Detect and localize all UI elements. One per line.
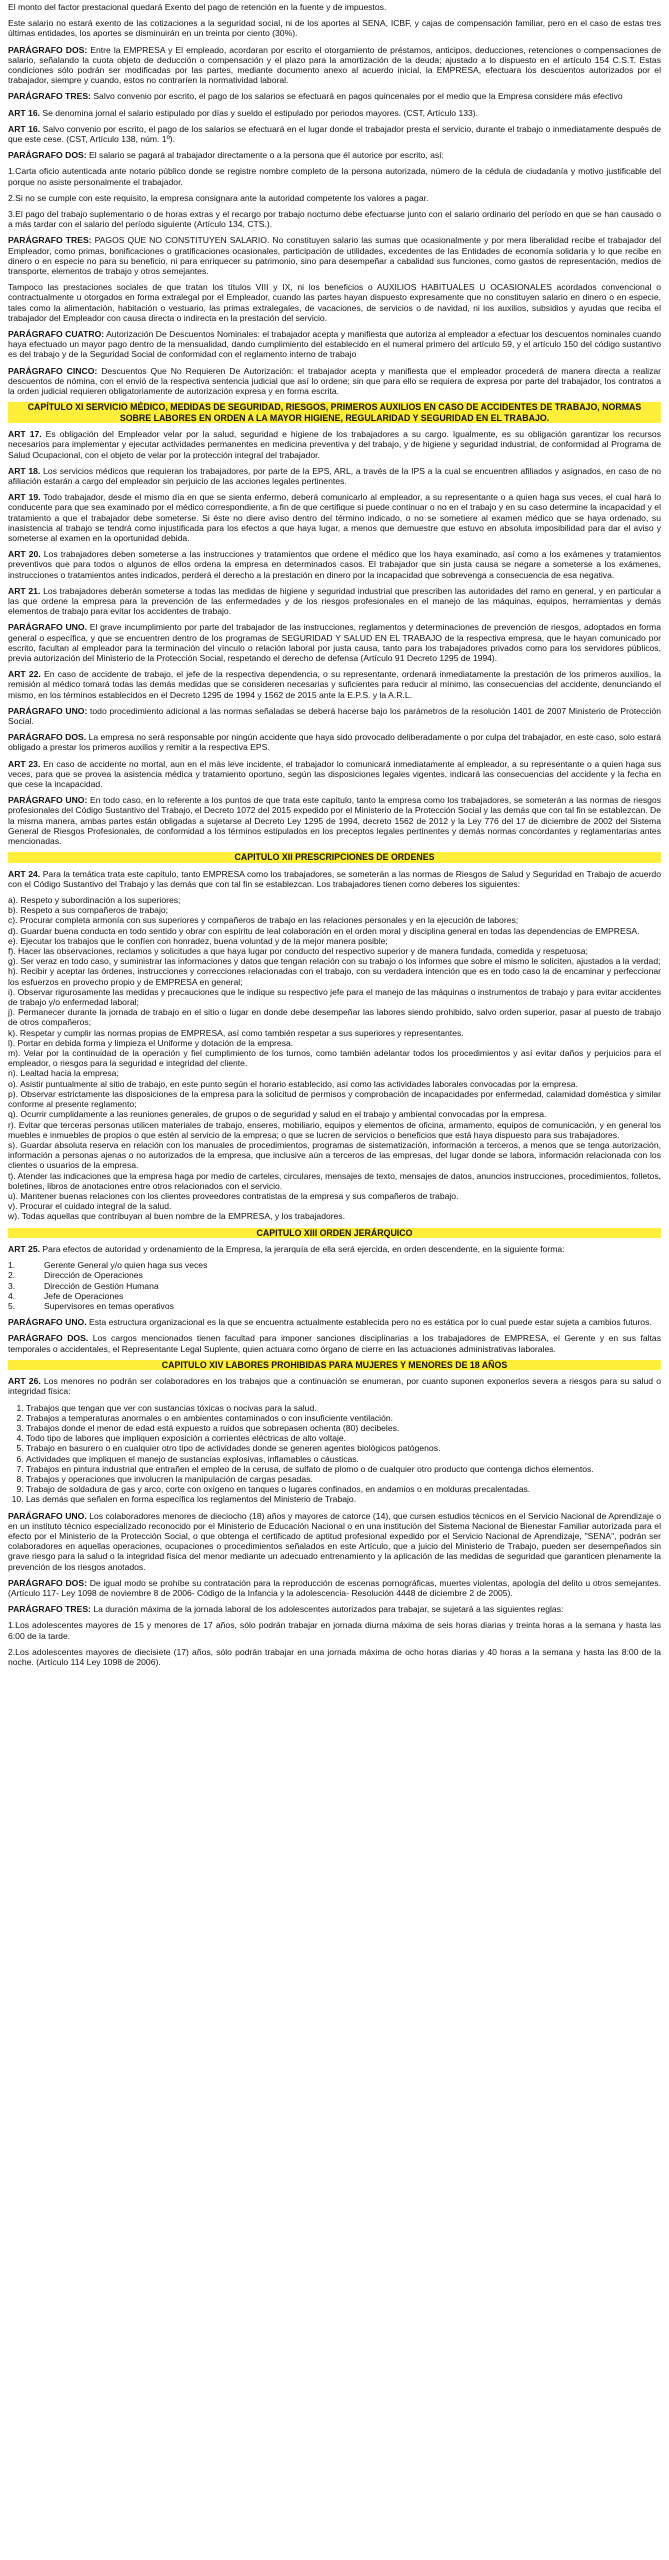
prohibited-list bbox=[8, 1403, 661, 1505]
paragraph-label: PARÁGRAFO DOS. bbox=[8, 1333, 89, 1344]
paragraph-text: Los cargos mencionados tienen facultad para imponer sanciones disciplinarias a los trabajadores de EMPRESA, el Gerente y en sus faltas temporales o accidentales, el Representante Legal Suplente, quien actuara como órgano de cierre en las actuaciones administrativas laborales. bbox=[8, 1333, 662, 1354]
paragraph bbox=[8, 1511, 661, 1572]
paragraph-text: Este salario no estará exento de las cotizaciones a la seguridad social, ni de los aportes al SENA, ICBF, y cajas de compensación familiar, pero en el caso de estas tres últimas entidades, los aportes se disminuirán en un treinta por ciento (30%). bbox=[8, 18, 661, 39]
paragraph-text: La duración máxima de la jornada laboral de los adolescentes autorizados para trabajar, se sujetará a las siguientes reglas: bbox=[93, 1604, 564, 1615]
hierarchy-row bbox=[8, 1301, 207, 1311]
hierarchy-role: Dirección de Gestión Humana bbox=[44, 1280, 159, 1291]
paragraph bbox=[8, 282, 661, 323]
paragraph-label: ART 22. bbox=[8, 669, 41, 680]
paragraph bbox=[8, 1333, 661, 1353]
paragraph-text: Salvo convenio por escrito, el pago de los salarios se efectuará en pagos quincenales por el medio que la Empresa considere más efectivo bbox=[93, 91, 623, 102]
paragraph bbox=[8, 669, 661, 700]
paragraph-label: PARÁGRAFO DOS: bbox=[8, 150, 87, 161]
paragraph-label: ART 17. bbox=[8, 429, 42, 440]
hierarchy-row bbox=[8, 1260, 207, 1270]
paragraph bbox=[8, 150, 661, 160]
paragraph bbox=[8, 108, 661, 118]
list-item: i). Observar rigurosamente las medidas y precauciones que le indique su respectivo jefe para el manejo de las máquinas o instrumentos de trabajo y para evitar accidentes de trabajo y/o enfermedad laboral; bbox=[8, 986, 661, 1008]
paragraph-text: Esta estructura organizacional es la que se encuentra actualmente establecida pero no es estática por lo cual puede estar sujeta a cambios futuros. bbox=[89, 1317, 652, 1328]
paragraph bbox=[8, 586, 661, 617]
list-item: 1. Trabajos que tengan que ver con sustancias tóxicas o nocivas para la salud. bbox=[26, 1403, 661, 1413]
list-item: f). Hacer las observaciones, reclamos y solicitudes a que haya lugar por conducto del respectivo superior y de manera fundada, comedida y respetuosa; bbox=[8, 946, 588, 957]
list-item: h). Recibir y aceptar las órdenes, instrucciones y correcciones relacionadas con el trabajo, con su verdadera intención que es en todo caso la de encaminar y perfeccionar los esfuerzos en provecho propio y de EMPRESA en general; bbox=[8, 966, 661, 987]
paragraph-text: Se denomina jornal el salario estipulado por días y sueldo el estipulado por periodos mayores. (CST, Artículo 133). bbox=[42, 107, 479, 118]
paragraph bbox=[8, 209, 661, 229]
paragraph-text: En caso de accidente no mortal, aun en el más leve incidente, el trabajador lo comunicará inmediatamente al empleador, a su representante o a quien haga sus veces, para que se provea la asistencia médica y tratamiento oportuno, según las disposiciones legales vigentes, indicará las consecuencias del accidente y la fecha en que cese la incapacidad. bbox=[8, 758, 661, 789]
paragraph-text: 2.Si no se cumple con este requisito, la empresa consignara ante la autoridad competente los valores a pagar. bbox=[8, 192, 429, 203]
list-item: g). Ser veraz en todo caso, y suministrar las informaciones y datos que tengan relación con su trabajo o los informes que sobre el mismo le soliciten, ajustados a la verdad; bbox=[8, 956, 661, 967]
paragraph bbox=[8, 18, 661, 38]
paragraph-label: PARÁGRAFO DOS: bbox=[8, 1577, 87, 1588]
list-item: o). Asistir puntualmente al sitio de trabajo, en este punto según el horario establecido, así como las actividades laborales convocadas por la empresa. bbox=[8, 1078, 578, 1089]
paragraph-label: PARÁGRAFO TRES: bbox=[8, 1604, 91, 1615]
paragraph bbox=[8, 492, 661, 543]
hierarchy-number: 4. bbox=[8, 1290, 16, 1301]
paragraph-label: PARÁGRAFO DOS: bbox=[8, 44, 88, 55]
paragraph-text: Descuentos Que No Requieren De Autorización: el trabajador acepta y manifiesta que el empleador procederá de manera directa a realizar descuentos de nómina, con el envió de la respectiva sentencia judicial que así lo ordene; sin que para ello se requiera de expresa por parte del trabajador, los contratos a la orden judicial requieren obligatoriamente de autorización expresa y en forma escrita. bbox=[8, 365, 662, 397]
list-item: 8. Trabajos y operaciones que involucren la manipulación de cargas pesadas. bbox=[26, 1474, 661, 1484]
paragraph-label: PARÁGRAFO UNO: bbox=[8, 795, 88, 806]
chapter-heading: CAPITULO XII PRESCRIPCIONES DE ORDENES bbox=[8, 852, 661, 862]
paragraph bbox=[8, 549, 661, 580]
paragraph bbox=[8, 1317, 661, 1327]
paragraph bbox=[8, 869, 661, 889]
list-item: r). Evitar que terceras personas utilicen materiales de trabajo, enseres, mobiliario, equipos y elementos de oficina, armamento, equipos de comunicación, y en general los muebles e inmuebles de propios o que estén al servicio de la empresa; o que se lucren de servicios o beneficios que está haya dispuesto para sus trabajadores. bbox=[8, 1119, 661, 1140]
paragraph-text: La empresa no será responsable por ningún accidente que haya sido provocado deliberadamente o por culpa del trabajador, en este caso, solo estará obligado a prestar los primeros auxilios y remitir a la respectiva EPS. bbox=[8, 732, 662, 753]
list-item: d). Guardar buena conducta en todo sentido y obrar con espíritu de leal colaboración en el orden moral y disciplina general en todas las dependencias de EMPRESA. bbox=[8, 925, 640, 936]
paragraph-label: PARÁGRAFO CINCO: bbox=[8, 365, 98, 376]
list-item: c). Procurar completa armonía con sus superiores y compañeros de trabajo en las relaciones personales y en la ejecución de labores; bbox=[8, 915, 519, 926]
chapter-heading: CAPÍTULO XI SERVICIO MÉDICO, MEDIDAS DE SEGURIDAD, RIESGOS, PRIMEROS AUXILIOS EN CASO DE ACCIDENTES DE TRABAJO, NORMAS SOBRE LABORES EN ORDEN A LA MAYOR HIGIENE, REGULARIDAD Y SEGURIDAD EN EL TRABAJO. bbox=[8, 402, 661, 423]
paragraph bbox=[8, 193, 661, 203]
paragraph-label: ART 20. bbox=[8, 549, 41, 560]
hierarchy-role: Dirección de Operaciones bbox=[44, 1270, 143, 1281]
chapter-heading: CAPITULO XIII ORDEN JERÁRQUICO bbox=[8, 1228, 661, 1238]
list-item: 4. Todo tipo de labores que impliquen exposición a corrientes eléctricas de alto voltaje. bbox=[26, 1433, 661, 1443]
paragraph-text: Es obligación del Empleador velar por la salud, seguridad e higiene de los trabajadores a su cargo. Igualmente, es su obligación garantizar los recursos necesarios para implementar y ejecutar actividades permanentes en medicina preventiva y del trabajo, y de higiene y seguridad industrial, de conformidad al Programa de Salud Ocupacional, con el objeto de velar por la protección integral del trabajador. bbox=[8, 429, 661, 460]
hierarchy-role: Gerente General y/o quien haga sus veces bbox=[44, 1260, 208, 1271]
paragraph bbox=[8, 1244, 661, 1254]
list-item: b). Respeto a sus compañeros de trabajo; bbox=[8, 905, 169, 916]
paragraph-text: Los menores no podrán ser colaboradores en los trabajos que a continuación se enumeran, por cuanto suponen exponerlos severa a riesgos para su salud o integridad física: bbox=[8, 1376, 661, 1397]
list-item: p). Observar estrictamente las disposiciones de la empresa para la solicitud de permisos y comprobación de incapacidades por enfermedad, calamidad doméstica y similar conforme al presente reglamento; bbox=[8, 1088, 661, 1110]
paragraph-label: PARÁGRAFO UNO. bbox=[8, 1510, 87, 1521]
paragraph bbox=[8, 2, 661, 12]
list-item: 6. Actividades que impliquen el manejo de sustancias explosivas, inflamables o cáusticas. bbox=[26, 1454, 661, 1464]
paragraph-label: ART 18. bbox=[8, 465, 41, 476]
paragraph bbox=[8, 706, 661, 726]
paragraph bbox=[8, 45, 661, 86]
hierarchy-role: Jefe de Operaciones bbox=[44, 1290, 124, 1301]
paragraph-text: Todo trabajador, desde el mismo día en que se sienta enfermo, deberá comunicarlo al empleador, a su representante o a quien haga sus veces, el cual hará lo conducente para que sea examinado por el médico correspondiente, a fin de que certifique si puede continuar o no en el trabajo y en su caso determine la incapacidad y el tratamiento a que el trabajador debe someterse. Si éste no diere aviso dentro del término indicado, o no se sometiere al examen médico que se haya ordenado, su inasistencia al trabajo se tendrá como injustificada para los efectos a que haya lugar, a menos que demuestre que estuvo en absoluta imposibilidad para dar el aviso y someterse al examen en la oportunidad debida. bbox=[8, 492, 661, 543]
hierarchy-row bbox=[8, 1270, 207, 1280]
paragraph-text: todo procedimiento adicional a las normas señaladas se deberá hacerse bajo los parámetros de la resolución 1401 de 2007 Ministerio de Protección Social. bbox=[8, 705, 662, 726]
paragraph-text: Para efectos de autoridad y ordenamiento de la Empresa, la jerarquía de ella será ejercida, en orden descendente, en la siguiente forma: bbox=[42, 1243, 565, 1254]
paragraph-label: ART 16. bbox=[8, 107, 40, 118]
list-item: 10. Las demás que señalen en forma específica los reglamentos del Ministerio de Trabajo. bbox=[26, 1494, 661, 1504]
paragraph bbox=[8, 366, 661, 397]
paragraph bbox=[8, 622, 661, 663]
paragraph bbox=[8, 329, 661, 360]
list-item: 7. Trabajos en pintura industrial que entrañen el empleo de la cerusa, de sulfato de plomo o de cualquier otro producto que contenga dichos elementos. bbox=[26, 1464, 661, 1474]
paragraph-label: PARÁGRAFO UNO. bbox=[8, 622, 87, 633]
paragraph-label: PARÁGRAFO UNO: bbox=[8, 705, 88, 716]
paragraph bbox=[8, 429, 661, 460]
paragraph-text: Los colaboradores menores de dieciocho (18) años y mayores de catorce (14), que cursen estudios técnicos en el Servicio Nacional de Aprendizaje o en un instituto técnico especializado reconocido por el Ministerio de Educación Nacional o en una institución del Sistema Nacional de Bienestar Familiar autorizada para el efecto por el Ministerio de la Protección Social, o que obtenga el certificado de aptitud profesional expedido por el Servicio Nacional de Aprendizaje, "SENA", podrán ser colaboradores en aquellas operaciones, ocupaciones o procedimientos señalados en este Artículo, que a juicio del Ministerio de Trabajo, pueden ser desempeñados sin grave riesgo para la salud o la integridad física del menor mediante un adecuado entrenamiento y la aplicación de las medidas de seguridad que garanticen plenamente la prevención de los riesgos anotados. bbox=[8, 1510, 661, 1572]
paragraph-text: PAGOS QUE NO CONSTITUYEN SALARIO. No constituyen salario las sumas que ocasionalmente y por mera liberalidad recibe el trabajador del Empleador, como primas, bonificaciones o gratificaciones ocasionales, participación de utilidades, excedentes de las Entidades de economía solidaria y lo que recibe en dinero o en especie no para su beneficio, ni para enriquecer su patrimonio, sino para desempeñar a cabalidad sus funciones, como gastos de representación, medios de transporte, elementos de trabajo y otros semejantes. bbox=[8, 235, 661, 277]
paragraph-text: Salvo convenio por escrito, el pago de los salarios se efectuará en el lugar donde el trabajador presta el servicio, durante el trabajo o inmediatamente después de que este cese. (CST, Artículo 138, núm. 1º). bbox=[8, 123, 662, 145]
hierarchy-number: 1. bbox=[8, 1260, 16, 1271]
paragraph bbox=[8, 466, 661, 486]
hierarchy-role: Supervisores en temas operativos bbox=[44, 1300, 174, 1311]
paragraph-label: PARÁGRAFO TRES: bbox=[8, 235, 92, 246]
paragraph-text: Tampoco las prestaciones sociales de que tratan los títulos VIII y IX, ni los beneficios o AUXILIOS HABITUALES U OCASIONALES acordados convencional o contractualmente u otorgados en forma extralegal por el Empleador, cuando las partes hayan dispuesto expresamente que no constituyen salario en dinero o en especie, tales como la alimentación, habitación o vestuario, las primas extralegales, de vacaciones, de servicios o de navidad, ni los auxilios, subsidios y ayudas que reciba el trabajador del Empleador con causa directa o indirecta en la prestación del servicio. bbox=[8, 282, 661, 323]
hierarchy-table bbox=[8, 1260, 207, 1311]
paragraph-text: El monto del factor prestacional quedará Exento del pago de retención en la fuente y de impuestos. bbox=[8, 2, 387, 12]
paragraph-label: PARÁGRAFO TRES: bbox=[8, 91, 91, 102]
paragraph-text: En todo caso, en lo referente a los puntos de que trata este capítulo, tanto la empresa como los trabajadores, se someterán a las normas de riesgos profesionales del Código Sustantivo del Trabajo, el Decreto 1072 del 2015 expedido por el Ministerio de la Protección Social y las demás que con tal fin se establezcan. De la misma manera, ambas partes están obligadas a sujetarse al Decreto Ley 1295 de 1994, decreto 1562 de 2012 y la Ley 776 del 17 de diciembre de 2002 del Sistema General de Riesgos Profesionales, de conformidad a los términos estipulados en los preceptos legales pertinentes y demás normas concordantes y reglamentarias antes mencionadas. bbox=[8, 795, 662, 847]
paragraph bbox=[8, 235, 661, 276]
paragraph-label: ART 23. bbox=[8, 758, 41, 769]
list-item: 9. Trabajo de soldadura de gas y arco, corte con oxígeno en tanques o lugares confinados, en andamios o en molduras precalentadas. bbox=[26, 1484, 661, 1494]
list-item: 5. Trabajo en basurero o en cualquier otro tipo de actividades donde se generen agentes biológicos patógenos. bbox=[26, 1443, 661, 1453]
paragraph-text: 2.Los adolescentes mayores de diecisiete (17) años, sólo podrán trabajar en una jornada máxima de ocho horas diarias y 40 horas a la semana y hasta las 8:00 de la noche. (Artículo 114 Ley 1098 de 2006). bbox=[8, 1646, 661, 1668]
list-item: t). Atender las indicaciones que la empresa haga por medio de carteles, circulares, mensajes de texto, mensajes de datos, anuncios instrucciones, procedimientos, folletos, boletines, libros de anotaciones entre otros relacionados con el servicio. bbox=[8, 1170, 661, 1191]
list-item: k). Respetar y cumplir las normas propias de EMPRESA, así como también respetar a sus superiores y representantes. bbox=[8, 1027, 464, 1038]
chapter-heading: CAPITULO XIV LABORES PROHIBIDAS PARA MUJERES Y MENORES DE 18 AÑOS bbox=[8, 1360, 661, 1370]
paragraph-label: ART 26. bbox=[8, 1376, 41, 1387]
paragraph-label: PARÁGRAFO UNO. bbox=[8, 1317, 87, 1328]
paragraph bbox=[8, 732, 661, 752]
paragraph-text: Los trabajadores deberán someterse a todas las medidas de higiene y seguridad industrial que prescriben las autoridades del ramo en general, y en particular a las que ordene la empresa para la prevención de las enfermedades y de los riesgos profesionales en el manejo de las máquinas, equipos, herramientas y demás elementos de trabajo para evitar los accidentes de trabajo. bbox=[8, 585, 661, 617]
list-item: u). Mantener buenas relaciones con los clientes proveedores contratistas de la empresa y sus compañeros de trabajo. bbox=[8, 1190, 459, 1201]
hierarchy-number: 5. bbox=[8, 1300, 16, 1311]
paragraph-text: 1.Los adolescentes mayores de 15 y menores de 17 años, sólo podrán trabajar en jornada diurna máxima de seis horas diarias y treinta horas a la semana y hasta las 6:00 de la tarde. bbox=[8, 1620, 661, 1641]
list-item: w). Todas aquellas que contribuyan al buen nombre de la EMPRESA, y los trabajadores. bbox=[8, 1211, 346, 1222]
paragraph bbox=[8, 759, 661, 790]
paragraph-label: ART 24. bbox=[8, 868, 41, 879]
paragraph bbox=[8, 166, 661, 186]
paragraph-text: Entre la EMPRESA y El empleado, acordaran por escrito el otorgamiento de préstamos, anticipos, deducciones, retenciones o compensaciones de salario, señalando la cuota objeto de deducción o compensación y el plazo para la amortización de la deuda; ajustado a lo dispuesto en el artículo 154 C.S.T. Estas condiciones sólo podrán ser modificadas por las partes, mediante documento anexo al acuerdo inicial, la EMPRESA, efectuara los descuentos autorizados por el trabajador, siempre y cuando, estos no contraríen la normatividad laboral. bbox=[8, 44, 661, 86]
list-item: n). Lealtad hacia la empresa; bbox=[8, 1068, 119, 1079]
paragraph-label: ART 21. bbox=[8, 585, 41, 596]
paragraph-label: ART 19. bbox=[8, 492, 41, 503]
paragraph bbox=[8, 1647, 661, 1667]
list-item: 3. Trabajos donde el menor de edad está expuesto a ruidos que sobrepasen ochenta (80) decibeles. bbox=[26, 1423, 661, 1433]
paragraph-text: 3.El pago del trabajo suplementario o de horas extras y el recargo por trabajo nocturno debe efectuarse junto con el salario ordinario del período en que se han causado o a más tardar con el salario del período siguiente (Artículo 134, CTS.). bbox=[8, 209, 661, 230]
paragraph bbox=[8, 1604, 661, 1614]
hierarchy-number: 3. bbox=[8, 1280, 16, 1291]
paragraph bbox=[8, 91, 661, 101]
list-item: j). Permanecer durante la jornada de trabajo en el sitio o lugar en donde debe desempeñar las labores siendo prohibido, salvo orden superior, pasar al puesto de trabajo de otros compañeros; bbox=[8, 1007, 661, 1028]
paragraph bbox=[8, 1578, 661, 1598]
paragraph-text: El grave incumplimiento por parte del trabajador de las instrucciones, reglamentos y determinaciones de prevención de riesgos, adoptados en forma general o específica, y que se encuentren dentro de los programas de SEGURIDAD Y SALUD EN EL TRABAJO de la respectiva empresa, que le hayan comunicado por escrito, facultan al empleador para la terminación del vínculo o relación laboral por justa causa, tanto para los trabajadores privados como para los servidores públicos, previa autorización del Ministerio de la Protección Social, respetando el derecho de defensa (Artículo 91 Decreto 1295 de 1994). bbox=[8, 622, 661, 663]
paragraph-text: El salario se pagará al trabajador directamente o a la persona que él autorice por escrito, así: bbox=[89, 150, 444, 161]
paragraph-text: En caso de accidente de trabajo, el jefe de la respectiva dependencia, o su representante, ordenará inmediatamente la prestación de los primeros auxilios, la remisión al médico tomará todas las demás medidas que se consideren necesarias y suficientes para reducir al mínimo, las consecuencias del accidente, denunciando el mismo, en los términos establecidos en el Decreto 1295 de 1994 y 1562 de 2015 ante la E.P.S. y la A.R.L. bbox=[8, 669, 661, 700]
paragraph bbox=[8, 1376, 661, 1396]
hierarchy-row bbox=[8, 1291, 207, 1301]
paragraph bbox=[8, 1620, 661, 1640]
paragraph-label: PARÁGRAFO DOS. bbox=[8, 732, 87, 743]
paragraph-label: ART 16. bbox=[8, 123, 41, 134]
paragraph-text: Para la temática trata este capítulo, tanto EMPRESA como los trabajadores, se someterán a las normas de Riesgos de Salud y Seguridad en Trabajo de acuerdo con el Código Sustantivo del Trabajo y las demás que con tal fin se establezcan. Los trabajadores tienen como deberes los siguientes: bbox=[8, 868, 661, 889]
list-item: m). Velar por la continuidad de la operación y fiel cumplimiento de los turnos, como también adelantar todos los procedimientos y así evitar daños y perjuicios para el empleador, o riesgos para la seguridad e integridad del cliente. bbox=[8, 1048, 661, 1069]
paragraph-text: Los servicios médicos que requieran los trabajadores, por parte de la EPS, ARL, a través de la IPS a la cual se encuentren afiliados y asignados, en caso de no afiliación estarán a cargo del empleador sin perjuicio de las acciones legales pertinentes. bbox=[8, 465, 662, 486]
list-item: q). Ocurrir cumplidamente a las reuniones generales, de grupos o de seguridad y salud en el trabajo y ambiental convocadas por la empresa. bbox=[8, 1109, 547, 1120]
paragraph-text: 1.Carta oficio autenticada ante notario público donde se registre nombre completo de la persona autorizada, número de la cédula de ciudadanía y motivo justificable del porque no asiste personalmente el trabajador. bbox=[8, 166, 661, 187]
list-item: l). Portar en debida forma y limpieza el Uniforme y dotación de la empresa. bbox=[8, 1037, 294, 1048]
hierarchy-number: 2. bbox=[8, 1270, 16, 1281]
paragraph-text: De igual modo se prohíbe su contratación para la reproducción de escenas pornográficas, muertes violentas, apología del delito u otros semejantes. (Artículo 117- Ley 1098 de noviembre 8 de 2006- Código de la Infancia y la adolescencia- Resolución 4448 de diciembre 2 de 2005). bbox=[8, 1577, 661, 1599]
paragraph bbox=[8, 795, 661, 846]
paragraph bbox=[8, 124, 661, 144]
list-item: e). Ejecutar los trabajos que le confíen con honradez, buena voluntad y de la mejor manera posible; bbox=[8, 935, 388, 946]
list-item: 2. Trabajos a temperaturas anormales o en ambientes contaminados o con insuficiente ventilación. bbox=[26, 1413, 661, 1423]
paragraph-text: Autorización De Descuentos Nominales: el trabajador acepta y manifiesta que autoriza al empleador a efectuar los descuentos nominales cuando haya efectuado un mayor pago dentro de la mensualidad, dando cumplimiento del establecido en el numeral primero del artículo 59, y el artículo 150 del código sustantivo es del trabajo y de la Seguridad Social de conformidad con el reglamento interno de trabajo bbox=[8, 329, 661, 360]
paragraph-label: PARÁGRAFO CUATRO: bbox=[8, 329, 105, 340]
paragraph-label: ART 25. bbox=[8, 1243, 40, 1254]
duties-list bbox=[8, 895, 661, 1222]
list-item: s). Guardar absoluta reserva en relación con los manuales de procedimientos, programas de sistematización, información a terceros, a menos que se tenga autorización, información a personas ajenas o no autorizados de la empresa, que inclusive aún a terceros de las empresas, del lugar donde se labora, información relacionada con los clientes o usuarios de la empresa. bbox=[8, 1139, 661, 1171]
hierarchy-row bbox=[8, 1281, 207, 1291]
list-item: v). Procurar el cuidado integral de la salud. bbox=[8, 1201, 172, 1212]
list-item: a). Respeto y subordinación a los superiores; bbox=[8, 895, 181, 906]
paragraph-text: Los trabajadores deben someterse a las instrucciones y tratamientos que ordene el médico que los haya examinado, así como a los exámenes y tratamientos preventivos que para todos o algunos de ellos ordena la empresa en determinados casos. El trabajador que sin justa causa se negare a someterse a los exámenes, instrucciones o tratamientos antes indicados, perderá el derecho a la prestación en dinero por la incapacidad que sobrevenga a consecuencia de esa negativa. bbox=[8, 549, 661, 580]
